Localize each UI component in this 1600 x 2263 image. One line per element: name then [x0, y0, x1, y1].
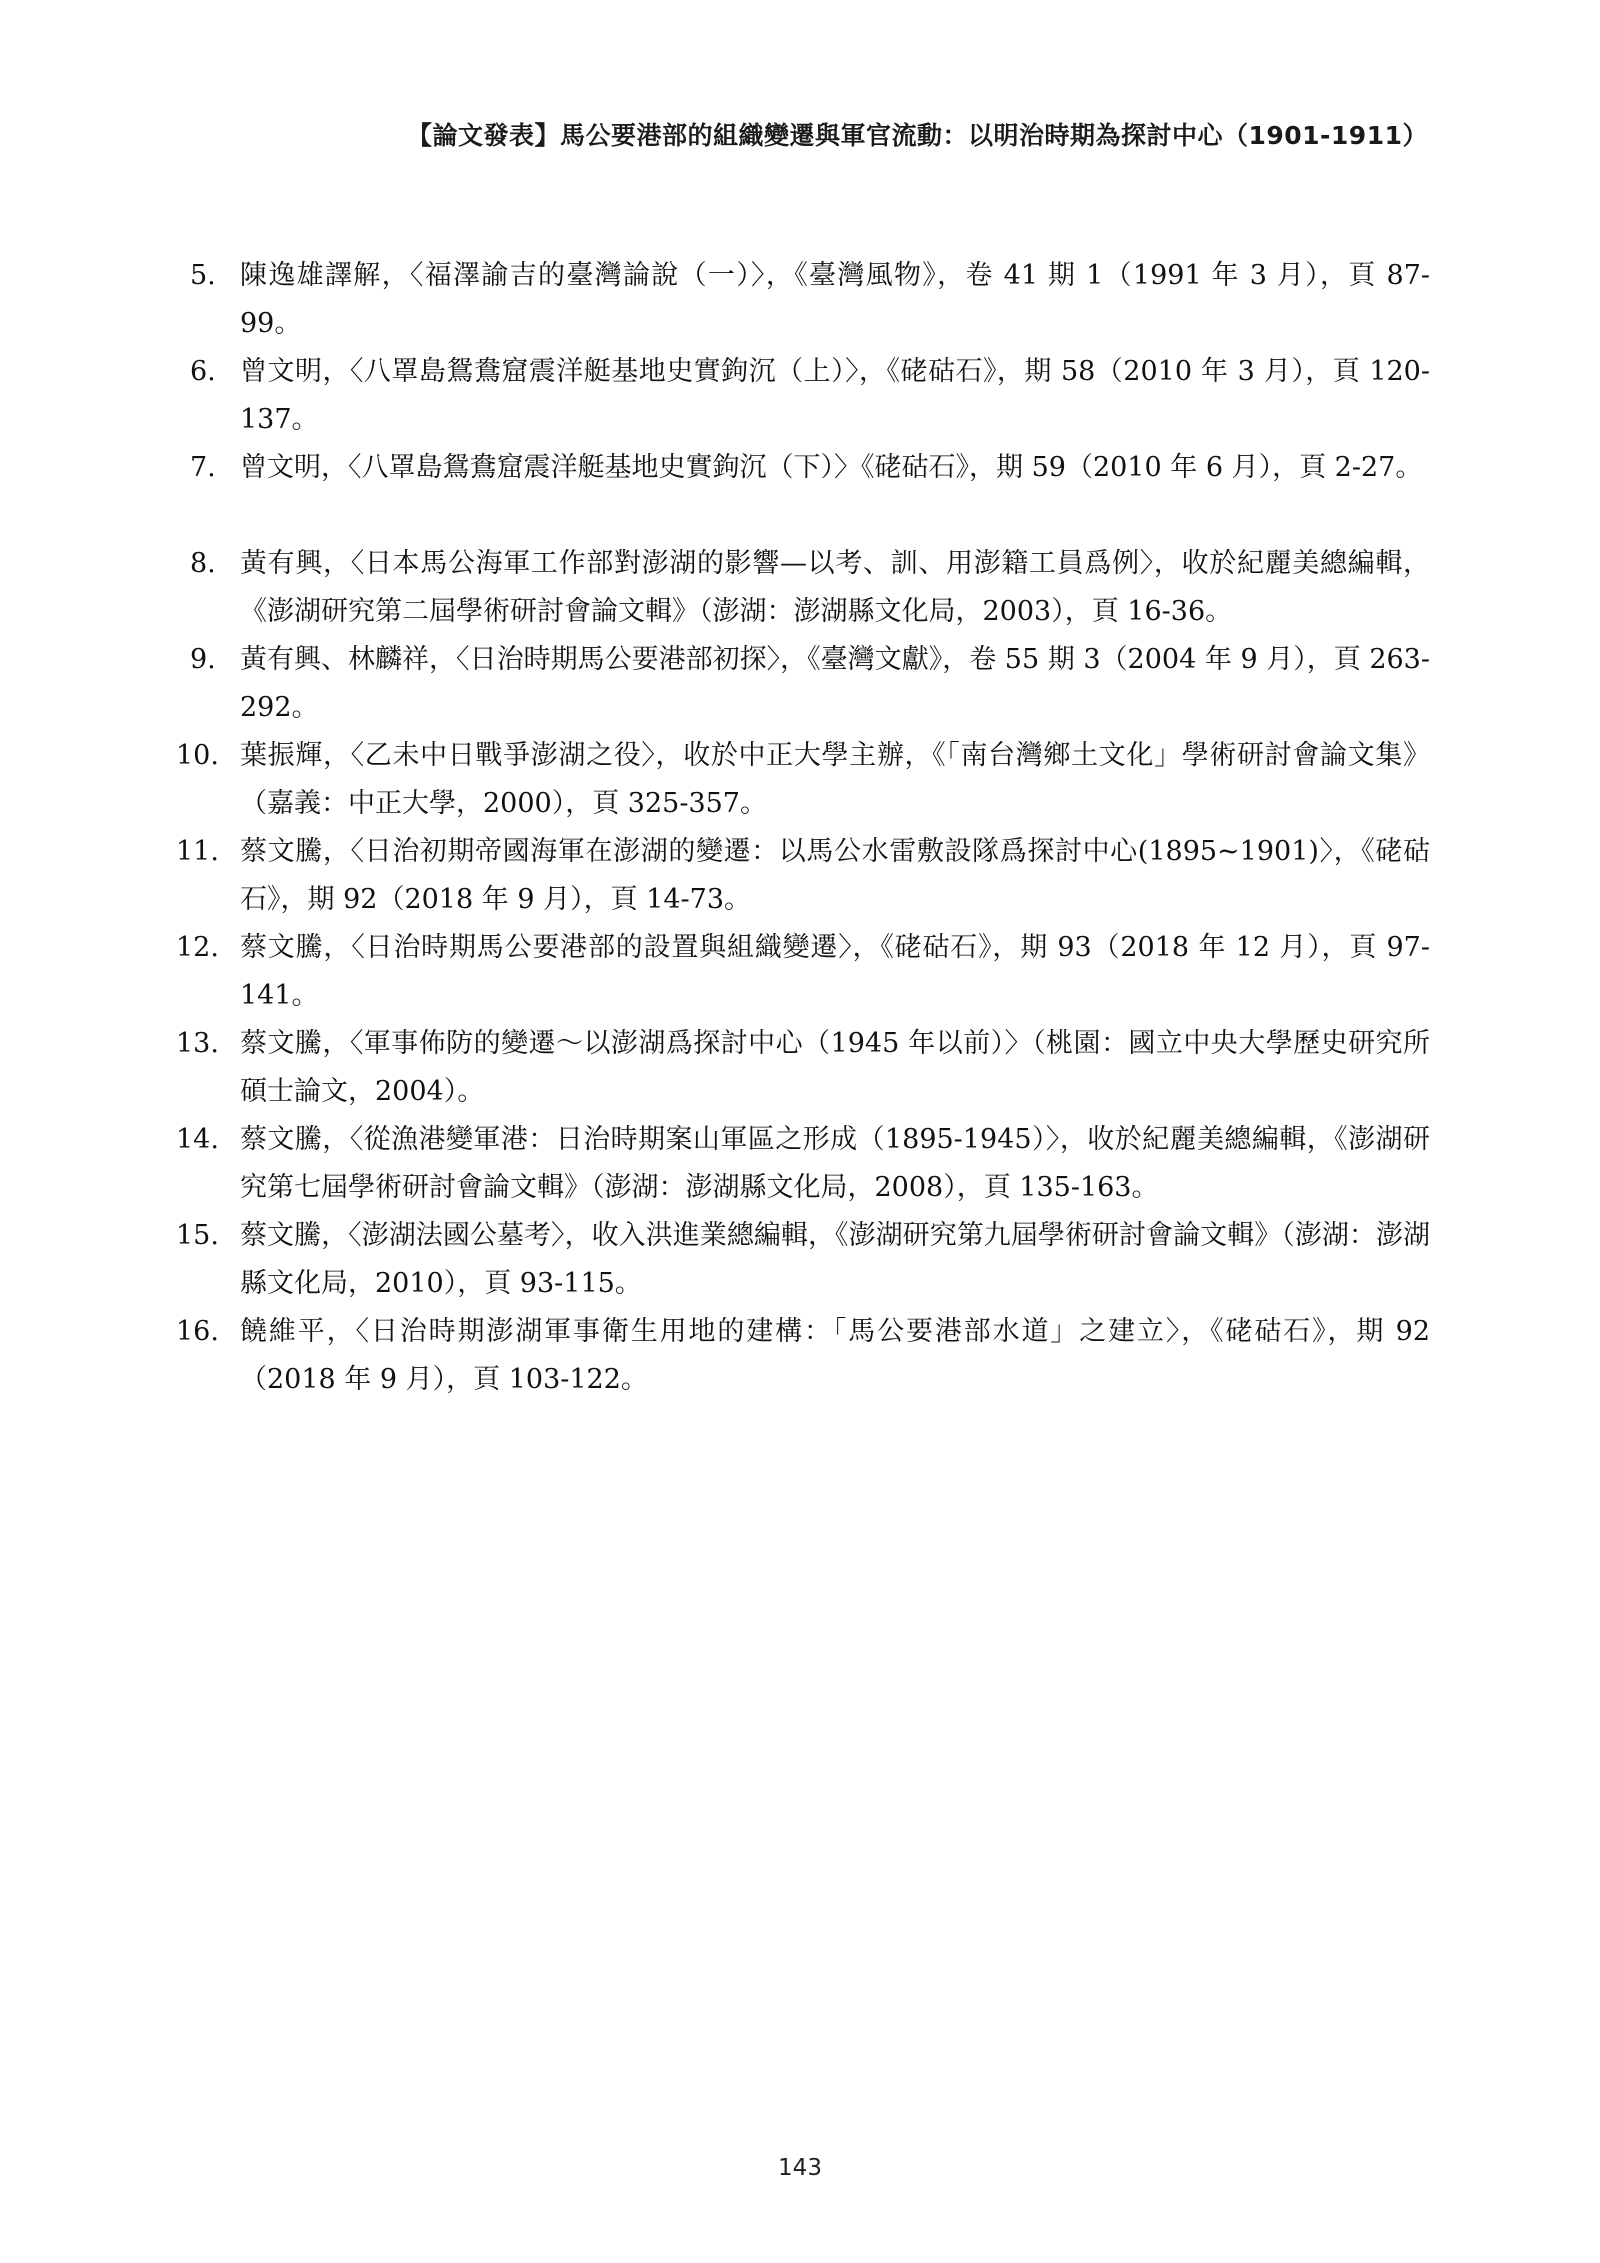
reference-number: 16.: [176, 1316, 219, 1347]
reference-number: 10.: [176, 740, 219, 771]
reference-item: [190, 540, 1430, 636]
reference-text: 蔡文騰，〈日治時期馬公要港部的設置與組織變遷〉，《硓𥑮石》，期 93（2018 年 12 月），頁 97-141。: [240, 932, 1430, 1011]
reference-text: 黃有興，〈日本馬公海軍工作部對澎湖的影響—以考、訓、用澎籍工員爲例〉，收於紀麗美總編輯，《澎湖研究第二屆學術研討會論文輯》（澎湖：澎湖縣文化局，2003），頁 16-36。: [240, 548, 1430, 627]
reference-text: 葉振輝，〈乙未中日戰爭澎湖之役〉，收於中正大學主辦，《「南台灣鄉土文化」學術研討會論文集》（嘉義：中正大學，2000），頁 325-357。: [240, 740, 1430, 819]
reference-number: 14.: [176, 1124, 219, 1155]
reference-item: [176, 1116, 1430, 1212]
reference-number: 6.: [190, 356, 216, 387]
reference-number: 13.: [176, 1028, 219, 1059]
reference-text: 黃有興、林麟祥，〈日治時期馬公要港部初探〉，《臺灣文獻》，卷 55 期 3（2004 年 9 月），頁 263-292。: [240, 644, 1430, 723]
reference-number: 11.: [176, 836, 219, 867]
reference-number: 7.: [190, 452, 216, 483]
reference-number: 5.: [190, 260, 216, 291]
reference-text: 曾文明，〈八罩島鴛鴦窟震洋艇基地史實鉤沉（下）〉《硓𥑮石》，期 59（2010 年 6 月），頁 2-27。: [240, 452, 1423, 483]
reference-item: [176, 1020, 1430, 1116]
reference-number: 8.: [190, 548, 216, 579]
reference-text: 饒維平，〈日治時期澎湖軍事衛生用地的建構：「馬公要港部水道」之建立〉，《硓𥑮石》，期 92（2018 年 9 月），頁 103-122。: [240, 1316, 1430, 1395]
reference-item: [176, 828, 1430, 924]
reference-text: 蔡文騰，〈從漁港變軍港：日治時期案山軍區之形成（1895-1945）〉，收於紀麗美總編輯，《澎湖研究第七屆學術研討會論文輯》（澎湖：澎湖縣文化局，2008），頁 135-163。: [240, 1124, 1430, 1203]
reference-text: 蔡文騰，〈軍事佈防的變遷～以澎湖爲探討中心（1945 年以前）〉（桃園：國立中央大學歷史研究所碩士論文，2004）。: [240, 1028, 1430, 1107]
reference-item: [176, 732, 1430, 828]
running-header-title: 【論文發表】馬公要港部的組織變遷與軍官流動：以明治時期為探討中心（1901-1911）: [406, 121, 1428, 150]
reference-number: 9.: [190, 644, 216, 675]
page-number: 143: [778, 2155, 822, 2181]
reference-text: 曾文明，〈八罩島鴛鴦窟震洋艇基地史實鉤沉（上）〉，《硓𥑮石》，期 58（2010 年 3 月），頁 120-137。: [240, 356, 1430, 435]
reference-item: [176, 924, 1430, 1020]
reference-item: [176, 1308, 1430, 1404]
reference-item: [190, 348, 1430, 444]
reference-text: 蔡文騰，〈日治初期帝國海軍在澎湖的變遷：以馬公水雷敷設隊爲探討中心(1895~1901)〉，《硓𥑮石》，期 92（2018 年 9 月），頁 14-73。: [240, 836, 1430, 915]
reference-item: [190, 636, 1430, 732]
reference-text: 陳逸雄譯解，〈福澤諭吉的臺灣論說（一）〉，《臺灣風物》，卷 41 期 1（1991 年 3 月），頁 87-99。: [240, 260, 1430, 339]
reference-number: 12.: [176, 932, 219, 963]
reference-list: [176, 252, 1430, 1404]
reference-item: [190, 252, 1430, 348]
reference-text: 蔡文騰，〈澎湖法國公墓考〉，收入洪進業總編輯，《澎湖研究第九屆學術研討會論文輯》（澎湖：澎湖縣文化局，2010），頁 93-115。: [240, 1220, 1430, 1299]
reference-item: [190, 444, 1430, 540]
reference-number: 15.: [176, 1220, 219, 1251]
reference-item: [176, 1212, 1430, 1308]
